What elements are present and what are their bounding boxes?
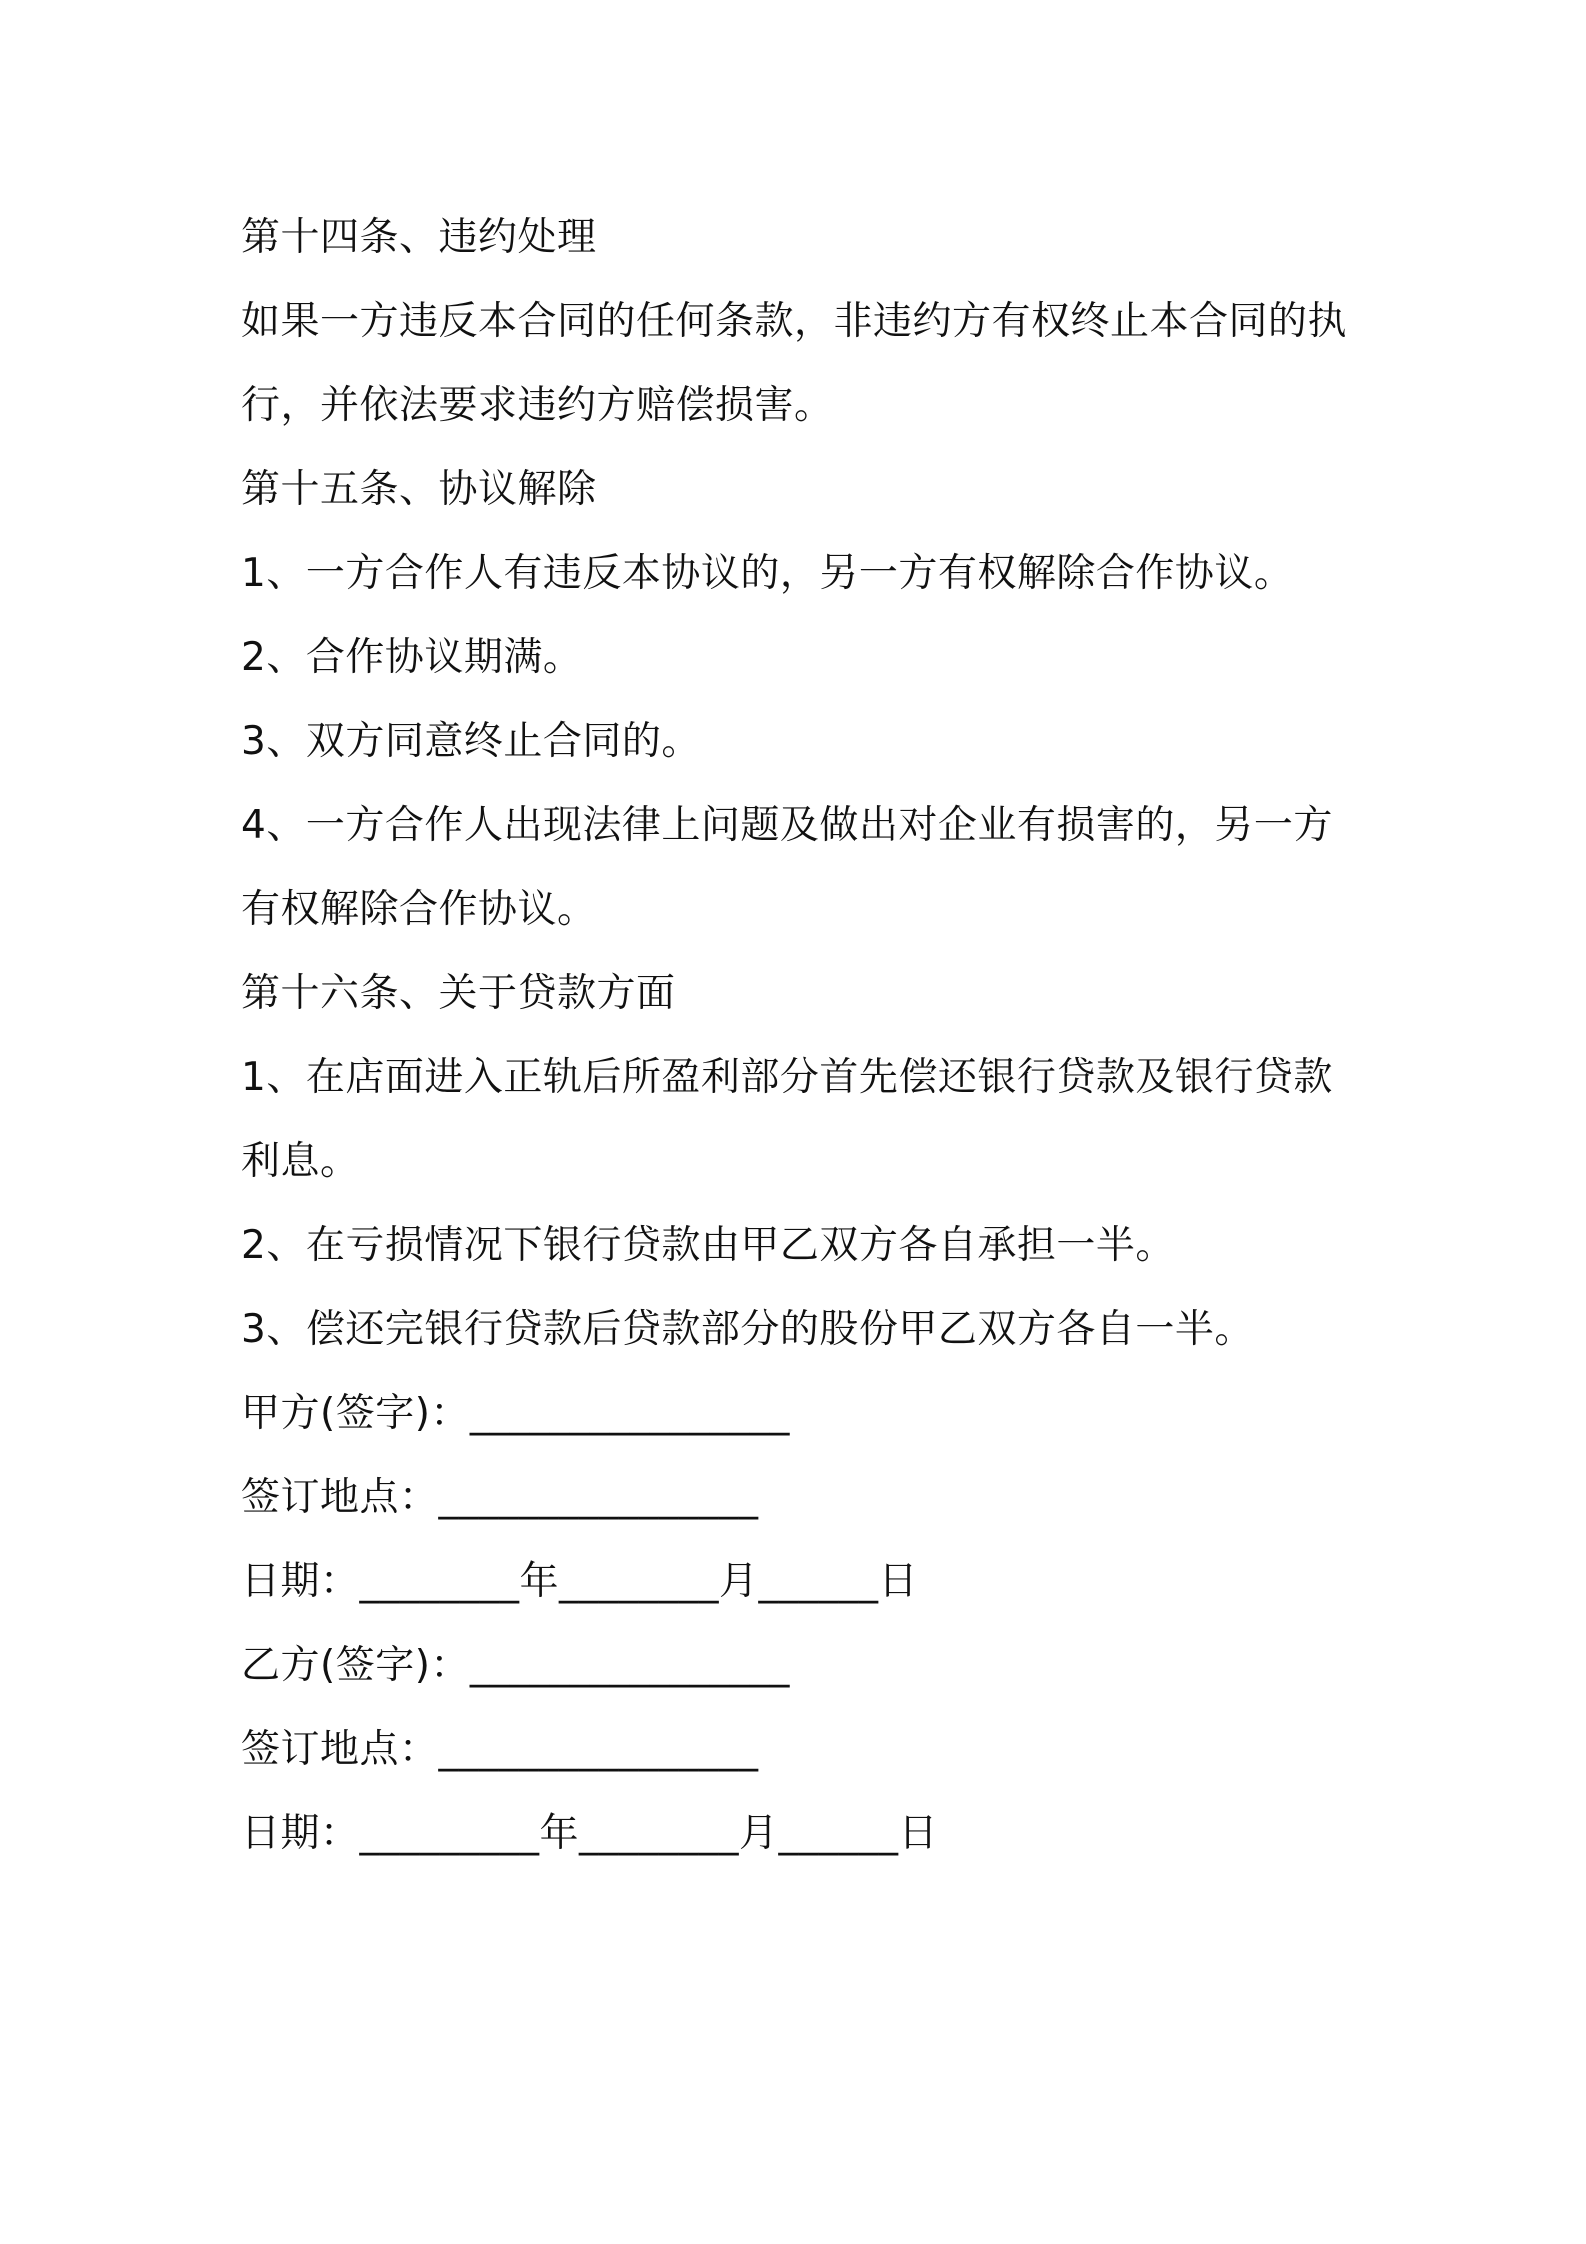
party-a-signature-field: 甲方(签字)：________________	[241, 1391, 790, 1436]
article-14-paragraph-line-2: 行，并依法要求违约方赔偿损害。	[241, 383, 834, 428]
article-15-item-1: 1、一方合作人有违反本协议的，另一方有权解除合作协议。	[241, 551, 1294, 596]
article-15-item-3: 3、双方同意终止合同的。	[241, 719, 701, 764]
article-15-item-4-line-1: 4、一方合作人出现法律上问题及做出对企业有损害的，另一方	[241, 803, 1333, 848]
article-15-item-4-line-2: 有权解除合作协议。	[241, 887, 597, 932]
article-14-heading: 第十四条、违约处理	[241, 215, 597, 260]
article-15-item-2: 2、合作协议期满。	[241, 635, 583, 680]
document-body	[241, 196, 1361, 1876]
article-16-item-2: 2、在亏损情况下银行贷款由甲乙双方各自承担一半。	[241, 1223, 1175, 1268]
article-16-item-1-line-2: 利息。	[241, 1139, 360, 1184]
article-16-item-3: 3、偿还完银行贷款后贷款部分的股份甲乙双方各自一半。	[241, 1307, 1254, 1352]
article-15-heading: 第十五条、协议解除	[241, 467, 597, 512]
party-a-signing-place-field: 签订地点：________________	[241, 1475, 759, 1520]
party-b-signing-place-field: 签订地点：________________	[241, 1727, 759, 1772]
party-a-date-field: 日期：________年________月______日	[241, 1559, 919, 1604]
party-b-date-field: 日期：_________年________月______日	[241, 1811, 939, 1856]
article-16-item-1-line-1: 1、在店面进入正轨后所盈利部分首先偿还银行贷款及银行贷款	[241, 1055, 1333, 1100]
party-b-signature-field: 乙方(签字)：________________	[241, 1643, 790, 1688]
article-16-heading: 第十六条、关于贷款方面	[241, 971, 676, 1016]
article-14-paragraph-line-1: 如果一方违反本合同的任何条款，非违约方有权终止本合同的执	[241, 299, 1348, 344]
